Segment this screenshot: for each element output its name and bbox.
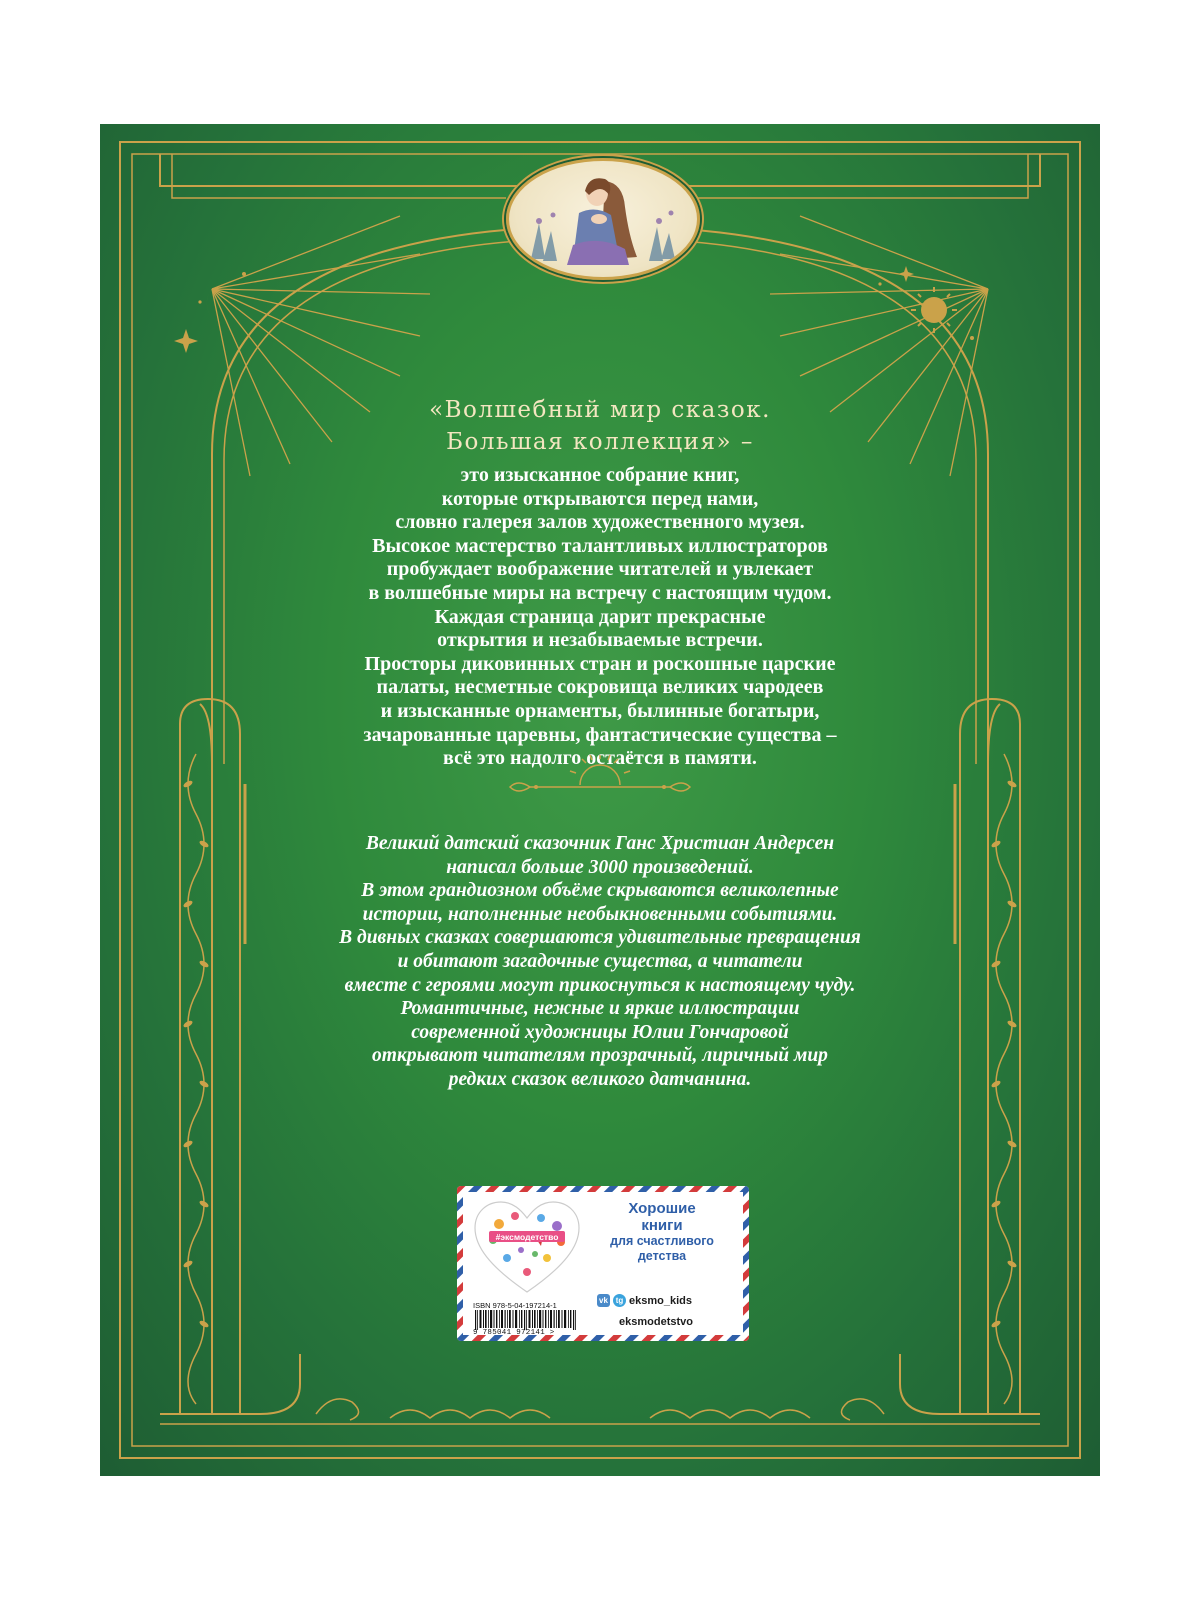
author-line: В дивных сказках совершаются удивительные превращения	[339, 927, 861, 949]
series-title-line: Большая коллекция» –	[446, 429, 754, 455]
barcode	[473, 1310, 585, 1330]
girl-illustration	[509, 161, 697, 277]
tagline-line: Хорошие	[628, 1200, 696, 1217]
tagline-line: детства	[637, 1249, 687, 1263]
book-back-cover	[100, 124, 1100, 1476]
description-line: зачарованные царевны, фантастические существа –	[363, 723, 837, 746]
series-description	[250, 394, 950, 771]
social-handle: eksmo_kids	[629, 1294, 692, 1307]
site-handle: eksmodetstvo	[619, 1316, 693, 1328]
tagline-line: для счастливого	[610, 1234, 714, 1248]
social-row	[597, 1294, 692, 1307]
author-line: истории, наполненные необыкновенными событиями.	[362, 903, 838, 925]
barcode-digits: 9 785041 972141 >	[473, 1329, 555, 1337]
star-icon	[174, 329, 198, 353]
author-line: Романтичные, нежные и яркие иллюстрации	[400, 998, 800, 1020]
author-line: вместе с героями могут прикоснуться к настоящему чуду.	[344, 974, 856, 996]
author-line: открывают читателям прозрачный, лиричный мир	[372, 1045, 828, 1067]
description-line: Высокое мастерство талантливых иллюстраторов	[372, 534, 828, 557]
vk-icon: vk	[597, 1294, 610, 1307]
publisher-sticker	[457, 1186, 749, 1341]
description-line: в волшебные миры на встречу с настоящим чудом.	[368, 581, 832, 604]
portrait-medallion	[506, 158, 700, 280]
author-line: и обитают загадочные существа, а читатели	[397, 950, 803, 972]
description-line: Просторы диковинных стран и роскошные царские	[364, 652, 836, 675]
description-line: Каждая страница дарит прекрасные	[434, 605, 766, 628]
author-line: написал больше 3000 произведений.	[446, 856, 754, 878]
series-title-line: «Волшебный мир сказок.	[429, 397, 771, 423]
description-line: которые открываются перед нами,	[441, 487, 759, 510]
description-line: пробуждает воображение читателей и увлекает	[386, 558, 814, 581]
svg-text:#эксмодетство: #эксмодетство	[495, 1232, 559, 1242]
telegram-icon: tg	[613, 1294, 626, 1307]
tagline-line: книги	[641, 1217, 683, 1234]
description-line: открытия и незабываемые встречи.	[437, 629, 763, 652]
description-line: и изысканные орнаменты, былинные богатыри,	[380, 699, 820, 722]
sun-icon	[911, 287, 957, 333]
heart-logo-icon	[471, 1198, 583, 1298]
author-line: редких сказок великого датчанина.	[448, 1068, 752, 1090]
description-line: словно галерея залов художественного музея.	[395, 511, 805, 534]
description-line: это изысканное собрание книг,	[460, 464, 740, 486]
isbn-label: ISBN 978-5-04-197214-1	[473, 1301, 557, 1310]
description-line: палаты, несметные сокровища великих чародеев	[376, 676, 824, 699]
description-line: всё это надолго остаётся в памяти.	[443, 747, 757, 770]
sunrise-divider	[500, 749, 700, 799]
author-line: В этом грандиозном объёме скрываются великолепные	[361, 880, 839, 902]
author-line: современной художницы Юлии Гончаровой	[411, 1021, 789, 1043]
sticker-tagline	[587, 1200, 737, 1264]
author-description	[250, 832, 950, 1092]
author-line: Великий датский сказочник Ганс Христиан Андерсен	[365, 833, 835, 854]
